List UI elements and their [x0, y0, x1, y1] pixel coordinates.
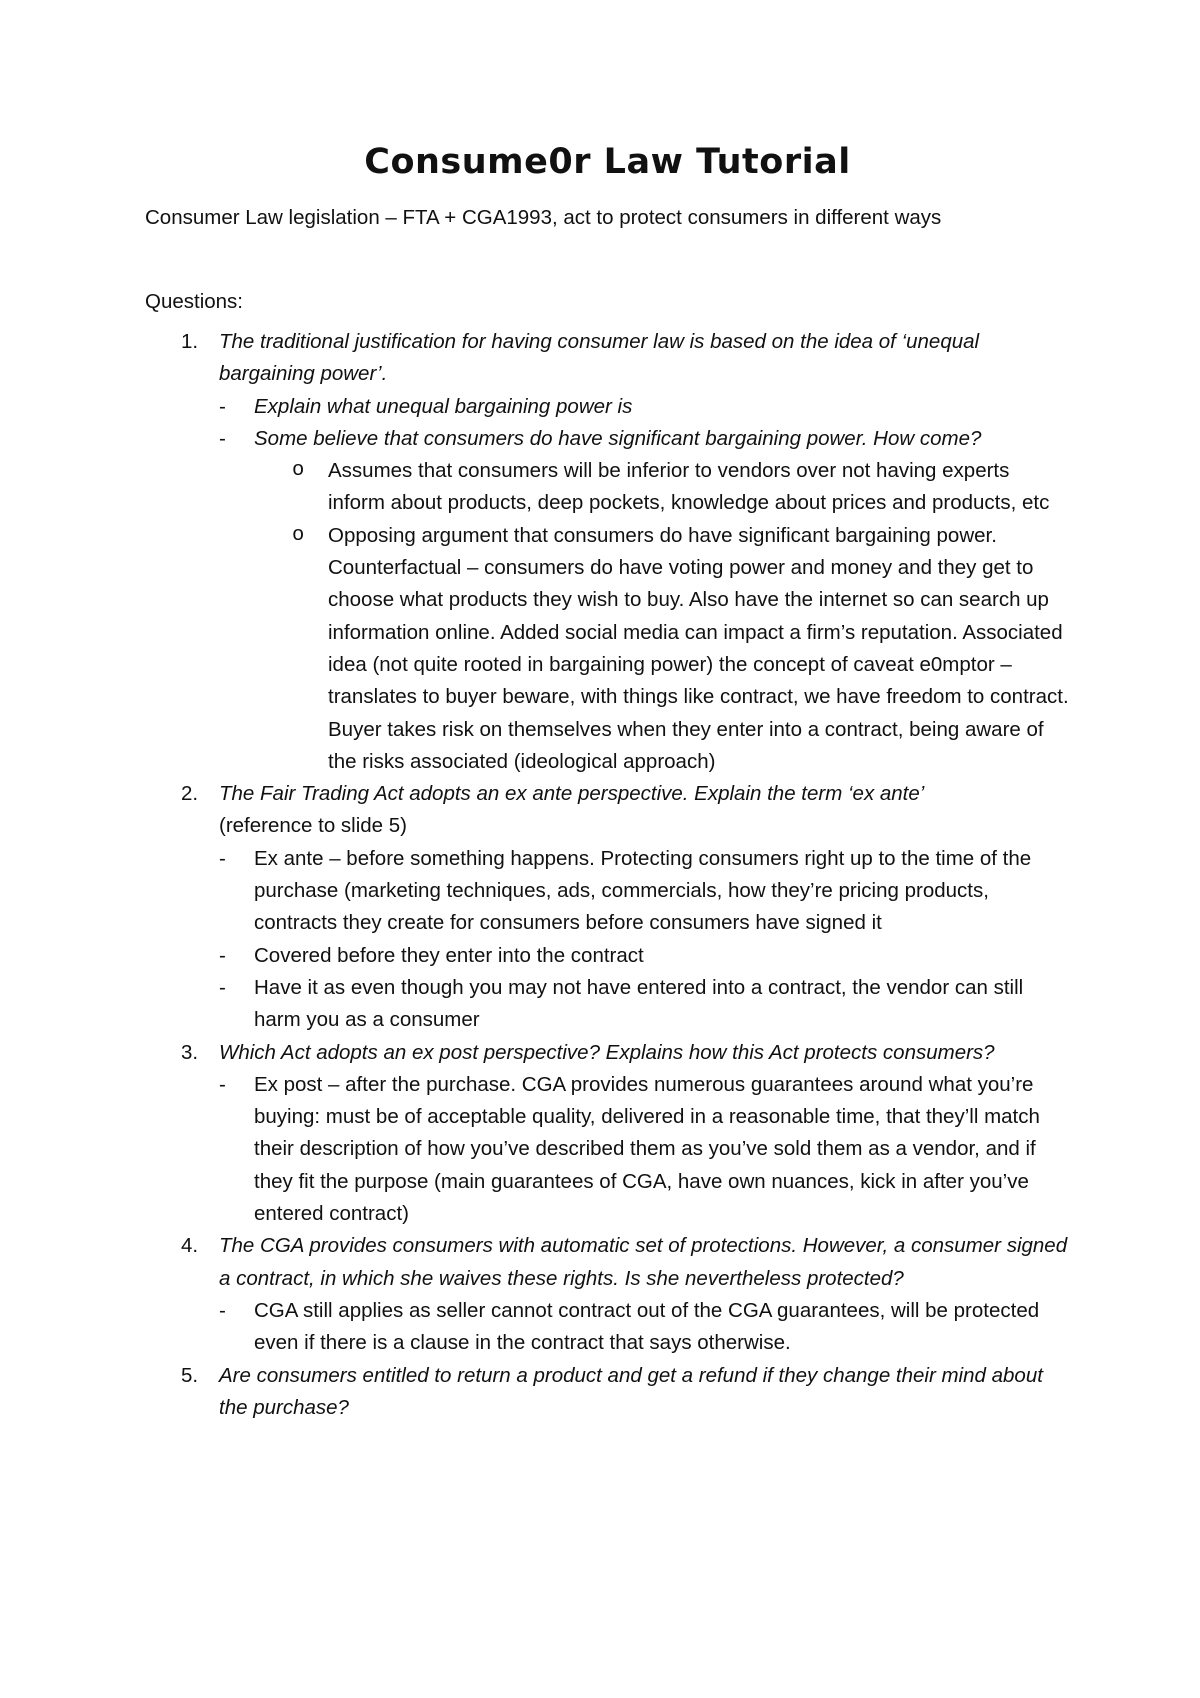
question-4: [145, 1230, 1070, 1359]
dash-bullet: -: [219, 975, 226, 999]
question-text: The CGA provides consumers with automatic set of protections. However, a consumer signed a contract, in which she waives these rights. Is she nevertheless protected?: [219, 1234, 1068, 1290]
question-1: [145, 326, 1070, 778]
sub-item: [219, 843, 1070, 940]
sub-list: [219, 1069, 1070, 1230]
sub-item: [219, 972, 1070, 1037]
answer-text: Opposing argument that consumers do have significant bargaining power. Counterfactual – consumers do have voting power and money and they get to choose what products they wish to buy. Also have the internet so can search up information online. Added social media can impact a firm’s reputation. Associated idea (not quite rooted in bargaining power) the concept of caveat e0mptor – translates to buyer beware, with things like contract, we have freedom to contract. Buyer takes risk on themselves when they enter into a contract, being aware of the risks associated (ideological approach): [328, 523, 1069, 773]
circle-bullet: o: [292, 523, 305, 547]
question-text: Are consumers entitled to return a product and get a refund if they change their mind about the purchase?: [219, 1363, 1043, 1419]
question-text: The traditional justification for having consumer law is based on the idea of ‘unequal bargaining power’.: [219, 330, 980, 386]
subtitle: Consumer Law legislation – FTA + CGA1993, act to protect consumers in different ways: [145, 206, 942, 229]
sub-list: [219, 843, 1070, 1037]
sub-list: [219, 391, 1070, 779]
dash-bullet: -: [219, 426, 226, 450]
sub-text: Some believe that consumers do have significant bargaining power. How come?: [254, 426, 982, 450]
dash-bullet: -: [219, 1298, 226, 1322]
sub-text: Have it as even though you may not have entered into a contract, the vendor can still harm you as a consumer: [254, 975, 1024, 1032]
dash-bullet: -: [219, 943, 226, 967]
answer-list: [254, 455, 1070, 778]
sub-text: Ex ante – before something happens. Protecting consumers right up to the time of the purchase (marketing techniques, ads, commercials, how they’re pricing products, contracts they create for consumers before consumers have signed it: [254, 846, 1032, 935]
sub-item: [219, 1069, 1070, 1230]
circle-bullet: o: [292, 459, 305, 483]
sub-item: [219, 423, 1070, 778]
dash-bullet: -: [219, 1072, 226, 1096]
questions-label: Questions:: [145, 290, 243, 313]
sub-text: Covered before they enter into the contract: [254, 943, 644, 967]
answer-item: [254, 455, 1070, 520]
sub-text: CGA still applies as seller cannot contract out of the CGA guarantees, will be protected even if there is a clause in the contract that says otherwise.: [254, 1298, 1040, 1355]
question-2: [145, 778, 1070, 1036]
sub-text: Explain what unequal bargaining power is: [254, 394, 633, 418]
dash-bullet: -: [219, 846, 226, 870]
answer-item: [254, 520, 1070, 778]
sub-text: Ex post – after the purchase. CGA provides numerous guarantees around what you’re buying: must be of acceptable quality, delivered in a reasonable time, that they’ll match their description of how you’ve described them as you’ve sold them as a vendor, and if they fit the purpose (main guarantees of CGA, have own nuances, kick in after you’ve entered contract): [254, 1072, 1040, 1226]
question-number: 5.: [181, 1363, 199, 1387]
question-3: [145, 1037, 1070, 1231]
question-number: 2.: [181, 782, 199, 806]
question-number: 3.: [181, 1040, 199, 1064]
sub-item: [219, 391, 1070, 423]
question-list: [145, 326, 1070, 1424]
question-text: Which Act adopts an ex post perspective? Explains how this Act protects consumers?: [219, 1040, 995, 1064]
page-title: Consume0r Law Tutorial: [364, 142, 851, 182]
question-5: [145, 1360, 1070, 1425]
question-number: 1.: [181, 330, 199, 353]
sub-item: [219, 940, 1070, 972]
answer-text: Assumes that consumers will be inferior to vendors over not having experts inform about products, deep pockets, knowledge about prices and products, etc: [328, 459, 1050, 515]
dash-bullet: -: [219, 394, 226, 418]
sub-item: [219, 1295, 1070, 1360]
question-text: The Fair Trading Act adopts an ex ante perspective. Explain the term ‘ex ante’: [219, 782, 925, 806]
question-number: 4.: [181, 1234, 199, 1258]
sub-list: [219, 1295, 1070, 1360]
question-note: (reference to slide 5): [219, 814, 408, 838]
